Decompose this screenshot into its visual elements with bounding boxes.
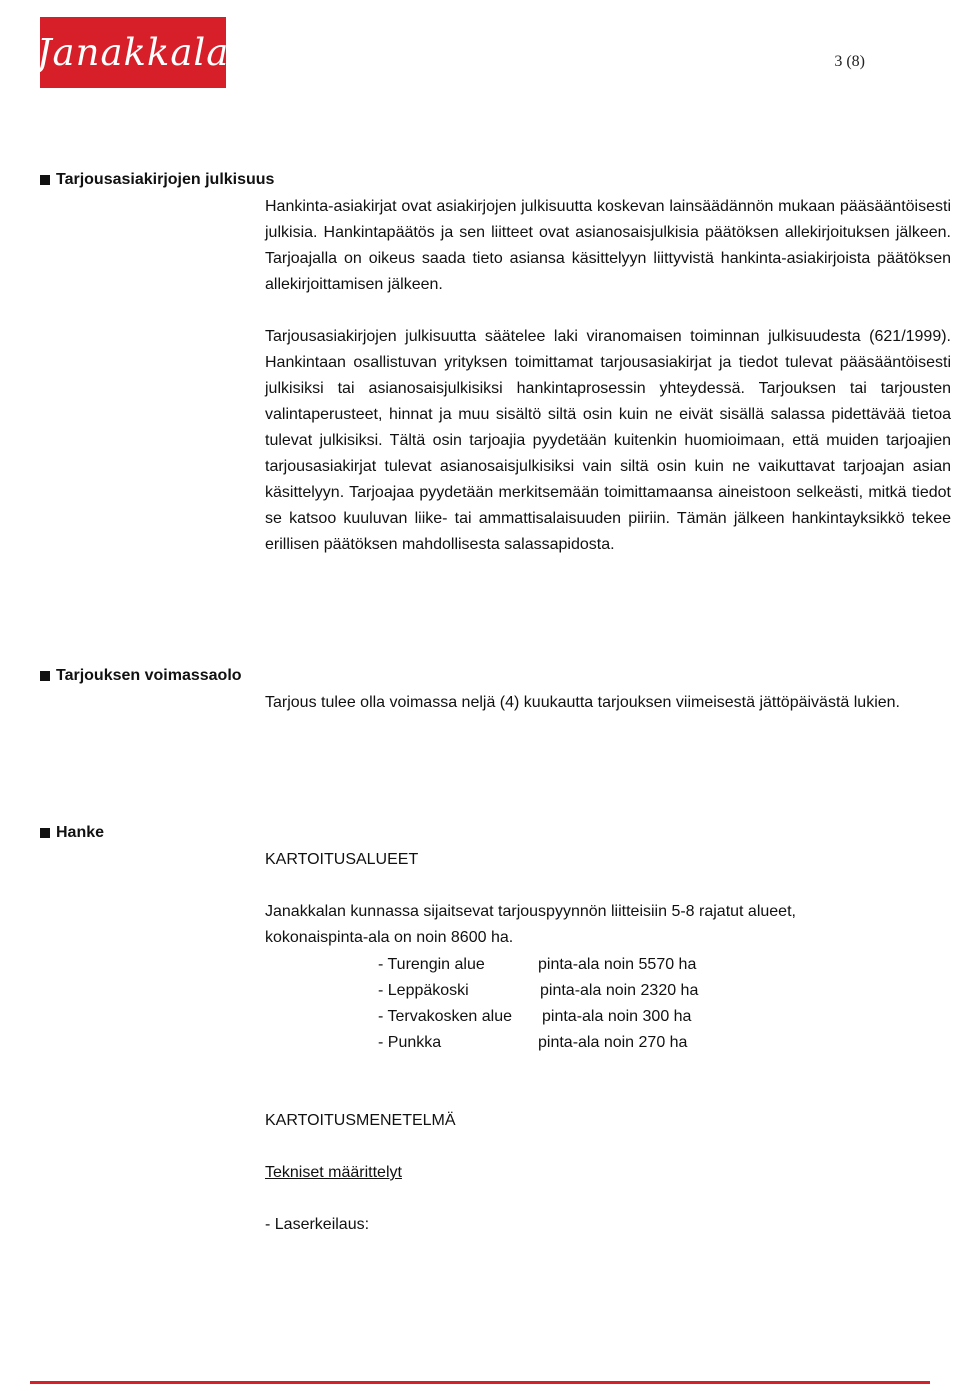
section-heading-validity (40, 667, 242, 685)
laser-scanning-item: - Laserkeilaus: (265, 1216, 370, 1233)
area-value: pinta-ala noin 300 ha (542, 1008, 692, 1025)
area-value: pinta-ala noin 5570 ha (538, 956, 697, 973)
area-name: - Leppäkoski (378, 982, 469, 999)
method-title: KARTOITUSMENETELMÄ (265, 1112, 456, 1129)
square-bullet-icon (40, 828, 50, 838)
publicity-paragraph-1: Hankinta-asiakirjat ovat asiakirjojen julkisuutta koskevan lainsäädännön mukaan pääsääntöisesti julkisia. Hankintapäätös ja sen liitteet ovat asianosaisjulkisia päätöksen allekirjoituksen jälkeen. Tarjoajalla on oikeus saada tieto asiansa käsittelyyn liittyvistä hankinta-asiakirjoista päätöksen allekirjoittamisen jälkeen. (265, 198, 951, 293)
project-intro: Janakkalan kunnassa sijaitsevat tarjouspyynnön liitteisiin 5-8 rajatut alueet, kokonaispinta-ala on noin 8600 ha. (265, 903, 796, 946)
publicity-paragraph-2: Tarjousasiakirjojen julkisuutta säätelee laki viranomaisen toiminnan julkisuudesta (621/1999). Hankintaan osallistuvan yrityksen toimittamat tarjousasiakirjat ja tiedot tulevat pääsääntöisesti julkisiksi tai asianosaisjulkisiksi hankintaprosessin yhteydessä. Tarjouksen tai tarjousten valintaperusteet, hinnat ja muu sisältö siltä osin kuin ne eivät sisällä salassa pidettävää tietoa tulevat julkisiksi. Tältä osin tarjoajia pyydetään kuitenkin huomioimaan, että muiden tarjoajien tarjousasiakirjat tulevat asianosaisjulkisiksi vain siltä osin kuin ne vaikuttavat tarjoajan asian käsittelyyn. Tarjoajaa pyydetään merkitsemään toimittamaansa aineistoon selkeästi, mitkä tiedot se katsoo kuuluvan liike- tai ammattisalaisuuden piiriin. Tämän jälkeen hankintayksikkö tekee erillisen päätöksen mahdollisesta salassapidosta. (265, 328, 951, 553)
area-name: - Punkka (378, 1034, 442, 1051)
square-bullet-icon (40, 671, 50, 681)
section-heading-project (40, 824, 104, 842)
heading-text: Tarjousasiakirjojen julkisuus (56, 171, 275, 188)
footer-rule (30, 1381, 930, 1384)
page-number: 3 (8) (834, 53, 865, 70)
section-heading-publicity (40, 171, 274, 189)
area-name: - Turengin alue (378, 956, 485, 973)
areas-title: KARTOITUSALUEET (265, 851, 419, 868)
validity-paragraph: Tarjous tulee olla voimassa neljä (4) kuukautta tarjouksen viimeisestä jättöpäivästä lukien. (265, 694, 900, 711)
area-value: pinta-ala noin 270 ha (538, 1034, 688, 1051)
janakkala-logo: Janakkala (40, 17, 226, 88)
area-name: - Tervakosken alue (378, 1008, 512, 1025)
area-value: pinta-ala noin 2320 ha (540, 982, 699, 999)
heading-text: Hanke (56, 824, 105, 841)
square-bullet-icon (40, 175, 50, 185)
tech-spec-heading: Tekniset määrittelyt (265, 1164, 402, 1181)
heading-text: Tarjouksen voimassaolo (56, 667, 242, 684)
